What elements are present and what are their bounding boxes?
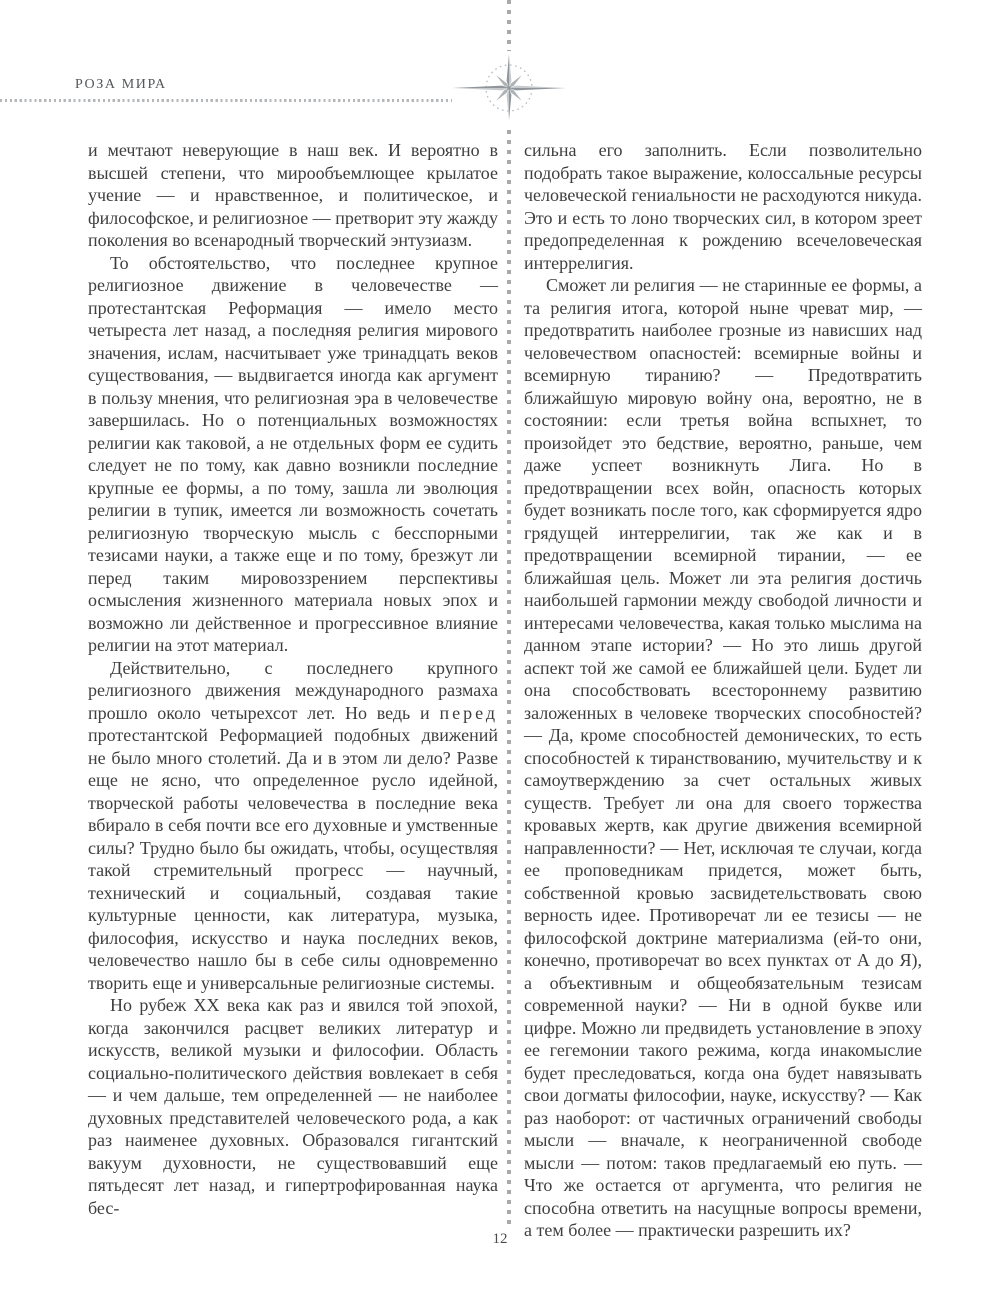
text-run: То обстоятельство, что последнее крупное религиозное движение в человечестве — протестантская Реформация — имело место четыреста лет назад, а последняя религия мирового значения, ислам, насчитывает уже тринадцать веков существования, — выдвигается иногда как аргумент в пользу мнения, что религиозная эра в человечестве завершилась. Но о потенциальных возможностях религии как таковой, а не отдельных форм ее судить следует не по тому, как давно возникли последние крупные ее формы, а по тому, зашла ли эволюция религии в тупик, имеется ли возможность сочетать религиозную творческую мысль с бесспорными тезисами науки, а также еще и по тому, брезжут ли перед таким мировоззрением перспективы осмысления жизненного материала новых эпох и возможно ли действенное и прогрессивное влияние религии на этот материал. <box>88 252 498 655</box>
paragraph <box>88 252 498 657</box>
right-text-column <box>524 139 922 1242</box>
text-run: сильна его заполнить. Если позволительно подобрать такое выражение, колоссальные ресурсы человеческой гениальности не расходуются никуда. Это и есть то лоно творческих сил, в котором зреет предопределенная к рождению всечеловеческая интеррелигия. <box>524 140 922 273</box>
paragraph <box>88 657 498 995</box>
compass-rose-icon <box>444 40 574 136</box>
paragraph <box>524 139 922 274</box>
header-dotted-rule <box>0 99 452 102</box>
text-run: протестантской Реформацией подобных движений не было много столетий. Да и в этом ли дело? Разве еще не ясно, что определенное русло идейной, творческой работы человечества в последние века вбирало в себя почти все его духовные и умственные силы? Трудно было бы ожидать, чтобы, осуществляя такой стремительный прогресс — научный, технический и социальный, создавая такие культурные ценности, как литература, музыка, философия, искусство и наука последних веков, человечество нашло бы в себе силы одновременно творить еще и универсальные религиозные системы. <box>88 725 498 993</box>
paragraph <box>524 274 922 1242</box>
text-run: Действительно, с последнего крупного религиозного движения международного размаха прошло около четырехсот лет. Но ведь и <box>88 657 498 723</box>
text-run: Сможет ли религия — не старинные ее формы, а та религия итога, которой ныне чреват мир, — предотвратить наиболее грозные из нависших над человечеством опасностей: всемирные войны и всемирную тиранию? — Предотвратить ближайшую мировую войну она, вероятно, не в состоянии: если третья война вспыхнет, то произойдет это бедствие, вероятно, раньше, чем даже успеет возникнуть Лига. Но в предотвращении всех войн, опасность которых будет возникать после того, как сформируется ядро грядущей интеррелигии, так же как и в предотвращении всемирной тирании, — ее ближайшая цель. Может ли эта религия достичь наибольшей гармонии между свободой личности и интересами человечества, какая только мыслима на данном этапе истории? — Но это лишь другой аспект той же самой ее ближайшей цели. Будет ли она способствовать всестороннему развитию заложенных в человеке творческих способностей? — Да, кроме способностей демонических, то есть способностей к тиранствованию, мучительству и к самоутверждению за счет остальных живых существ. Требует ли она для своего торжества кровавых жертв, как другие движения всемирной направленности? — Нет, исключая те случаи, когда ее проповедникам придется, может быть, собственной кровью засвидетельствовать свою верность идее. Противоречат ли ее тезисы — не философской доктрине материализма (ей-то они, конечно, противоречат во всех пунктах от А до Я), а объективным и общеобязательным тезисам современной науки? — Ни в одной букве или цифре. Можно ли предвидеть установление в эпоху ее гегемонии такого режима, когда инакомыслие будет преследоваться, когда она будет навязывать свои догматы философии, науке, искусству? — Как раз наоборот: от частичных ограничений свободы мысли — вначале, к неограниченной свободе мысли — потом: таков предлагаемый ею путь. — Что же остается от аргумента, что религия не способна ответить на насущные вопросы времени, а тем более — практически разрешить их? <box>524 275 922 1240</box>
column-divider-dotted-rule <box>507 0 511 1224</box>
page-number: 12 <box>492 1231 508 1247</box>
left-text-column <box>88 139 498 1219</box>
paragraph <box>88 139 498 252</box>
paragraph <box>88 994 498 1219</box>
emphasized-word: перед <box>439 702 498 723</box>
text-run: и мечтают неверующие в наш век. И вероятно в высшей степени, что мирообъемлющее крылатое учение — и нравственное, и политическое, и философское, и религиозное — претворит эту жажду поколения во всенародный творческий энтузиазм. <box>88 140 498 250</box>
text-run: Но рубеж XX века как раз и явился той эпохой, когда закончился расцвет великих литератур и искусств, великой музыки и философии. Область социально-политического действия вовлекает в себя — и чем дальше, тем определенней — не наиболее духовных представителей человеческого рода, а как раз наименее духовных. Образовался гигантский вакуум духовности, не существовавший еще пятьдесят лет назад, и гипертрофированная наука бес- <box>88 995 498 1218</box>
running-head-title: РОЗА МИРА <box>75 77 167 92</box>
